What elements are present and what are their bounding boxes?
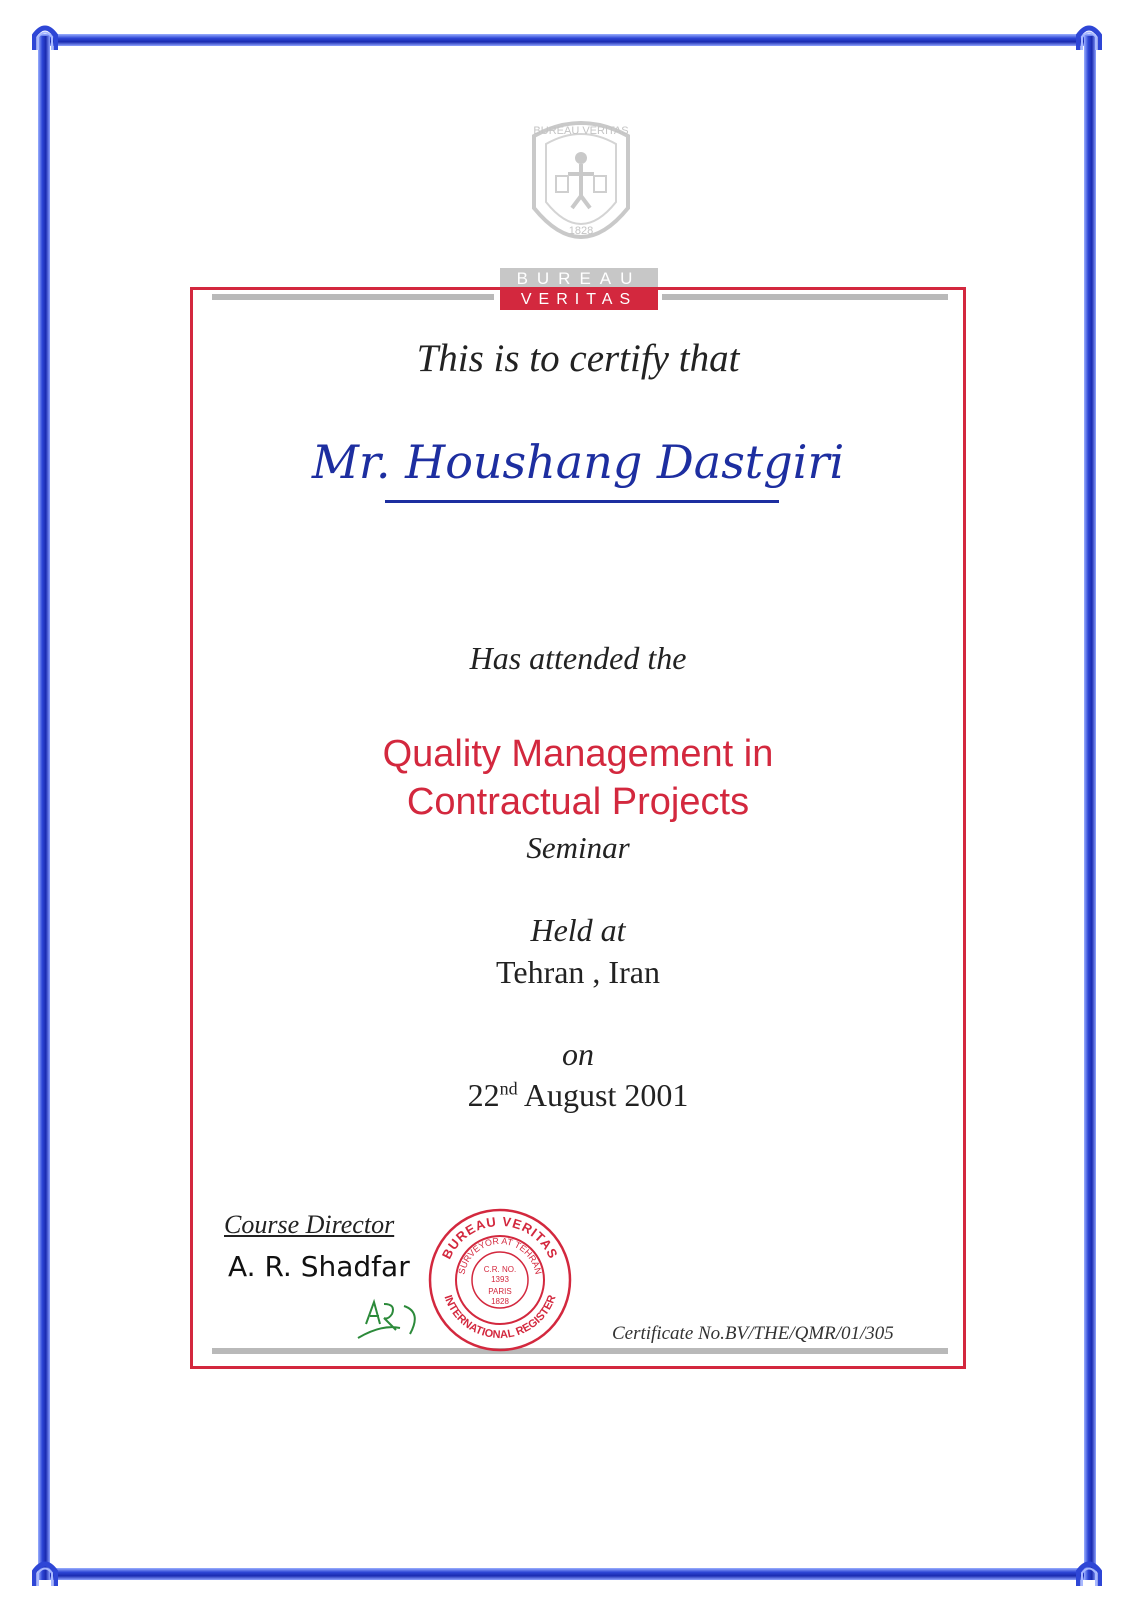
top-divider-left <box>212 294 494 300</box>
on-label: on <box>562 1036 594 1072</box>
top-divider-right <box>662 294 948 300</box>
certify-intro: This is to certify that <box>416 337 740 380</box>
frame-corner-ornament-icon <box>32 1560 58 1586</box>
certificate-number: Certificate No.BV/THE/QMR/01/305 <box>612 1323 894 1344</box>
frame-corner-ornament-icon <box>32 24 58 50</box>
seal-outer-top-text: BUREAU VERITAS <box>438 1213 562 1262</box>
bottom-divider <box>212 1348 948 1354</box>
emblem-ring-text: BUREAU VERITAS <box>533 125 629 137</box>
course-director-label: Course Director <box>224 1210 395 1239</box>
seal-year: 1828 <box>491 1297 509 1306</box>
seal-city: PARIS <box>488 1287 512 1296</box>
recipient-underline <box>385 500 779 503</box>
emblem-year: 1828 <box>568 225 594 237</box>
page-frame-left <box>38 36 50 1580</box>
seal-cr-label: C.R. NO. <box>483 1265 517 1274</box>
course-director-name: A. R. Shadfar <box>228 1250 410 1283</box>
bureau-veritas-seal-stamp <box>426 1206 574 1354</box>
course-title-line-1: Quality Management in <box>382 733 774 775</box>
brand-bureau-label: BUREAU <box>500 268 658 289</box>
page-frame-bottom <box>40 1568 1094 1580</box>
date-suffix: nd <box>499 1078 518 1099</box>
seal-outer-bottom-text: INTERNATIONAL REGISTER <box>441 1293 559 1342</box>
course-title-line-2: Contractual Projects <box>406 781 750 823</box>
seal-inner-text: SURVEYOR AT TEHRAN <box>456 1235 544 1276</box>
date-month-year: August 2001 <box>517 1077 689 1113</box>
held-at-location: Tehran , Iran <box>496 954 660 990</box>
brand-veritas-label: VERITAS <box>500 289 658 310</box>
event-date <box>190 1077 966 1114</box>
course-type: Seminar <box>526 830 630 865</box>
held-at-label: Held at <box>530 912 626 948</box>
page-frame-top <box>40 34 1094 46</box>
page-frame-right <box>1084 36 1096 1580</box>
seal-cr-value: 1393 <box>491 1275 509 1284</box>
date-day: 22 <box>467 1077 500 1113</box>
frame-corner-ornament-icon <box>1076 24 1102 50</box>
course-title <box>190 730 966 826</box>
frame-corner-ornament-icon <box>1076 1560 1102 1586</box>
recipient-name: Mr. Houshang Dastgiri <box>311 435 845 489</box>
director-signature <box>352 1294 432 1344</box>
attended-text: Has attended the <box>469 640 687 676</box>
bureau-veritas-emblem-icon <box>526 116 636 248</box>
